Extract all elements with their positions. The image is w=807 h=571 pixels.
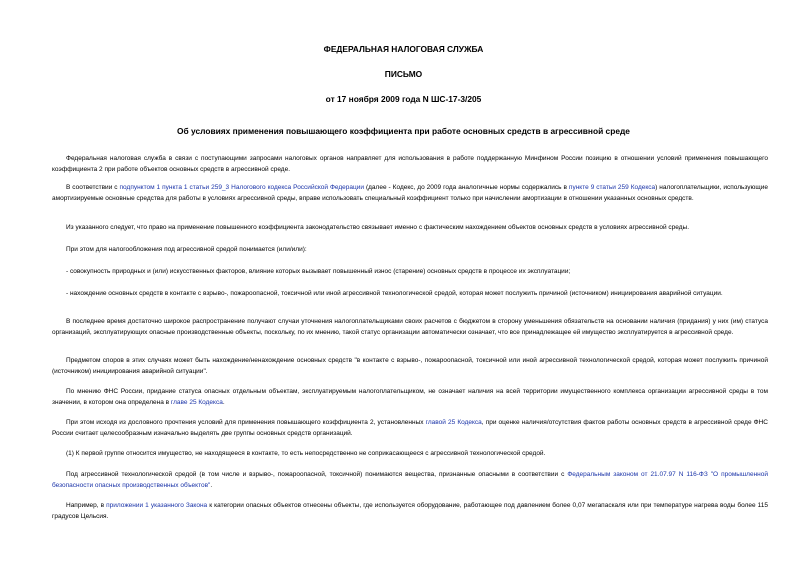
paragraph-8: Предметом споров в этих случаях может быть нахождение/ненахождение основных средств "в контакте с взрыво-, пожароопасной, токсичной или иной агрессивной технологической средой, которая может послужить причиной (источником) инициирования аварийной ситуации". bbox=[52, 357, 768, 376]
paragraph-2-text-3: ) налогоплательщики, использующие амортизируемые основные средства для работы в условиях агрессивной среды, вправе использовать специальный коэффициент только при начислении амортизации в отношении указанных основных средств. bbox=[52, 184, 769, 203]
document-type-heading: ПИСЬМО bbox=[384, 69, 423, 79]
paragraph-12-text-1: Под агрессивной технологической средой (в том числе и взрыво-, пожароопасной, токсичной) понимаются вещества, признанные опасными в соответствии с bbox=[66, 471, 568, 478]
link-chapter-25-second[interactable]: главой 25 Кодекса bbox=[425, 419, 482, 426]
paragraph-12-text-2: . bbox=[210, 482, 213, 490]
link-law-appendix-1[interactable]: приложении 1 указанного Закона bbox=[106, 502, 208, 509]
link-chapter-25[interactable]: главе 25 Кодекса bbox=[170, 399, 223, 407]
link-article-259-3[interactable]: подпунктом 1 пункта 1 статьи 259_3 Налогового кодекса Российской Федерации bbox=[119, 184, 364, 191]
link-article-259-p9[interactable]: пункте 9 статьи 259 Кодекса bbox=[568, 184, 656, 191]
paragraph-3: Из указанного следует, что право на применение повышенного коэффициента законодательство связывает именно с фактическим нахождением объектов основных средств в условиях агрессивной среды. bbox=[66, 224, 690, 231]
paragraph-9 bbox=[52, 386, 768, 409]
paragraph-5: - совокупность природных и (или) искусственных факторов, влияние которых вызывает повышенный износ (старение) основных средств в процессе их эксплуатации; bbox=[66, 268, 571, 275]
paragraph-13 bbox=[52, 500, 768, 523]
paragraph-12 bbox=[52, 469, 768, 492]
paragraph-11: (1) К первой группе относится имущество, не находящееся в контакте, то есть непосредственно не соприкасающееся с агрессивной технологической средой. bbox=[66, 450, 546, 457]
paragraph-10-text-2: , при оценке наличия/отсутствия фактов работы основных средств в агрессивной среде ФНС России считает целесообразным изначально выделять две группы основных средств организаций. bbox=[52, 419, 768, 438]
paragraph-4: При этом для налогообложения под агрессивной средой понимается (или/или): bbox=[66, 246, 307, 253]
paragraph-9-text-2: . bbox=[222, 399, 225, 407]
paragraph-13-text-2: к категории опасных объектов отнесены объекты, где используется оборудование, работающее под давлением более 0,07 мегапаскаля или при температуре нагрева воды более 115 градусов Цельсия. bbox=[52, 502, 768, 521]
paragraph-10-text-1: При этом исходя из дословного прочтения условий для применения повышающего коэффициента 2, установленных bbox=[66, 419, 426, 426]
date-number-heading: от 17 ноября 2009 года N ШС-17-3/205 bbox=[325, 94, 482, 104]
paragraph-13-text-1: Например, в bbox=[66, 502, 107, 509]
paragraph-10 bbox=[52, 417, 768, 440]
paragraph-7: В последнее время достаточно широкое распространение получают случаи уточнения налогоплательщиками своих расчетов с бюджетом в сторону уменьшения обязательств на основании наличия (придания) у них (им) статуса организаций, эксплуатирующих опасные производственные объекты, поскольку, по их мнению, такой статус организации автоматически означает, что все принадлежащее ей имущество эксплуатируется в агрессивной среде. bbox=[52, 318, 768, 337]
paragraph-6: - нахождение основных средств в контакте с взрыво-, пожароопасной, токсичной или иной агрессивной технологической средой, которая может послужить причиной (источником) инициирования аварийной ситуации. bbox=[66, 290, 723, 297]
paragraph-2 bbox=[52, 182, 768, 205]
document-title: Об условиях применения повышающего коэффициента при работе основных средств в агрессивной среде bbox=[177, 126, 630, 136]
paragraph-2-text-1: В соответствии с bbox=[66, 184, 120, 191]
paragraph-9-text-1: По мнению ФНС России, придание статуса опасных отдельным объектам, эксплуатируемым налогоплательщиком, не означает наличия на всей территории имущественного комплекса организации агрессивной среды в том значении, в котором она определена в bbox=[52, 388, 768, 407]
paragraph-1: Федеральная налоговая служба в связи с поступающими запросами налоговых органов направляет для использования в работе поддержанную Минфином России позицию в отношении условий применения повышающего коэффициента 2 при работе объектов основных средств в агрессивной среде. bbox=[52, 155, 768, 174]
link-federal-law-116[interactable]: Федеральным законом от 21.07.97 N 116-ФЗ "О промышленной безопасности опасных производственных объектов" bbox=[52, 471, 769, 490]
agency-heading: ФЕДЕРАЛЬНАЯ НАЛОГОВАЯ СЛУЖБА bbox=[323, 44, 484, 54]
paragraph-2-text-2: (далее - Кодекс, до 2009 года аналогичные нормы содержались в bbox=[364, 184, 569, 191]
